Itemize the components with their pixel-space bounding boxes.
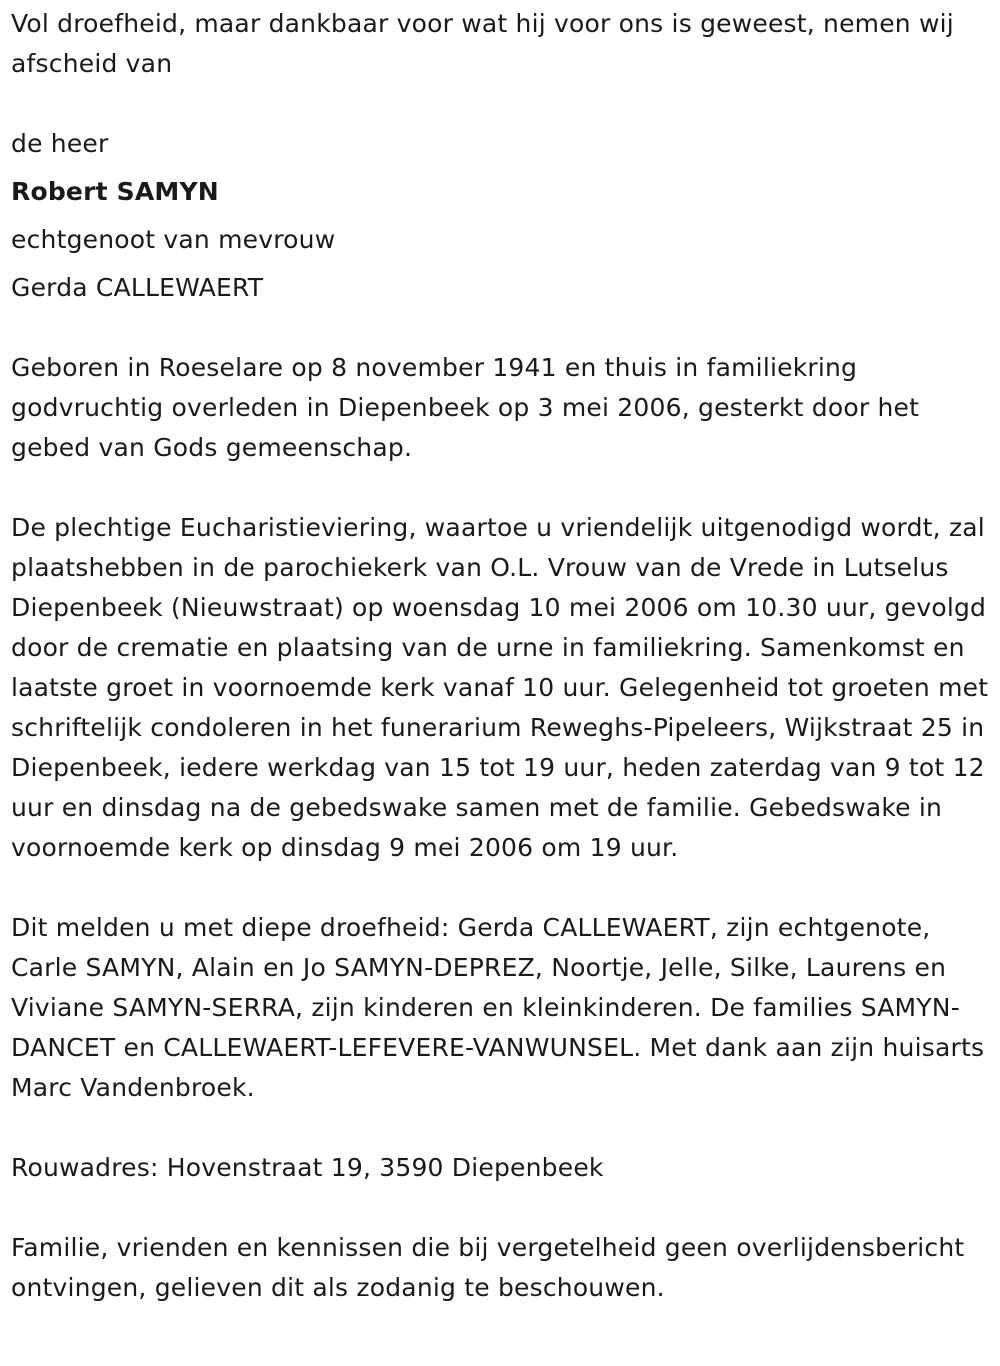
closing-paragraph: Familie, vrienden en kennissen die bij vergetelheid geen overlijdensbericht ontvingen, gelieven dit als zodanig te beschouwen. bbox=[11, 1233, 965, 1302]
spouse-name: Gerda CALLEWAERT bbox=[11, 273, 264, 302]
deceased-name: Robert SAMYN bbox=[11, 177, 219, 206]
obituary-document bbox=[11, 4, 993, 1308]
ceremony-paragraph: De plechtige Eucharistieviering, waartoe u vriendelijk uitgenodigd wordt, zal plaatshebben in de parochiekerk van O.L. Vrouw van de Vrede in Lutselus Diepenbeek (Nieuwstraat) op woensdag 10 mei 2006 om 10.30 uur, gevolgd door de crematie en plaatsing van de urne in familiekring. Samenkomst en laatste groet in voornoemde kerk vanaf 10 uur. Gelegenheid tot groeten met schriftelijk condoleren in het funerarium Reweghs-Pipeleers, Wijkstraat 25 in Diepenbeek, iedere werkdag van 15 tot 19 uur, heden zaterdag van 9 tot 12 uur en dinsdag na de gebedswake samen met de familie. Gebedswake in voornoemde kerk op dinsdag 9 mei 2006 om 19 uur. bbox=[11, 513, 989, 862]
family-paragraph: Dit melden u met diepe droefheid: Gerda CALLEWAERT, zijn echtgenote, Carle SAMYN, Alain en Jo SAMYN-DEPREZ, Noortje, Jelle, Silke, Laurens en Viviane SAMYN-SERRA, zijn kinderen en kleinkinderen. De families SAMYN-DANCET en CALLEWAERT-LEFEVERE-VANWUNSEL. Met dank aan zijn huisarts Marc Vandenbroek. bbox=[11, 913, 985, 1102]
title-line: de heer bbox=[11, 129, 109, 158]
birth-death-paragraph: Geboren in Roeselare op 8 november 1941 en thuis in familiekring godvruchtig overleden in Diepenbeek op 3 mei 2006, gesterkt door het gebed van Gods gemeenschap. bbox=[11, 353, 920, 462]
intro-paragraph: Vol droefheid, maar dankbaar voor wat hij voor ons is geweest, nemen wij afscheid van bbox=[11, 9, 954, 78]
address-line: Rouwadres: Hovenstraat 19, 3590 Diepenbeek bbox=[11, 1153, 604, 1182]
relation-line: echtgenoot van mevrouw bbox=[11, 225, 336, 254]
